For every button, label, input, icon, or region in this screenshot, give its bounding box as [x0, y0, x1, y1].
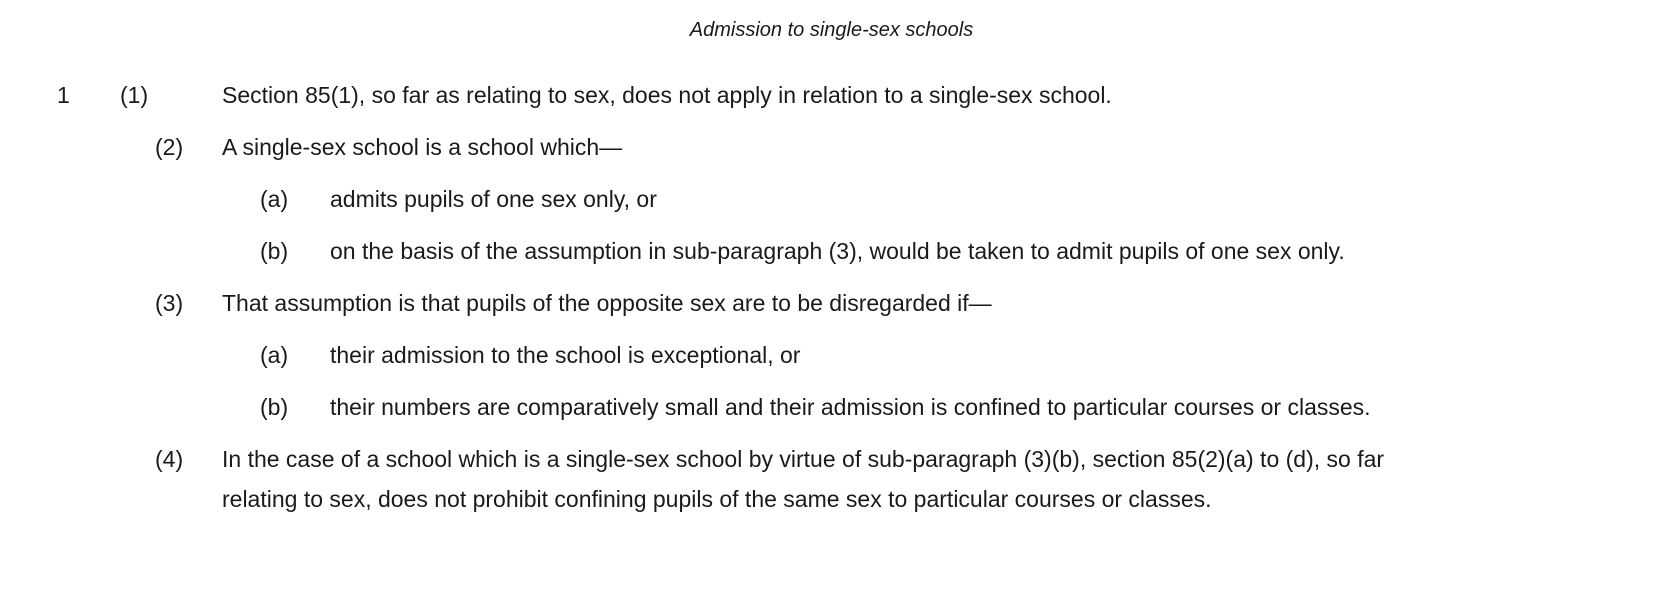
subparagraph-3-marker: (3) — [155, 290, 184, 316]
subparagraph-1 — [0, 75, 1663, 115]
subparagraph-3 — [0, 283, 1663, 323]
subparagraph-2 — [0, 127, 1663, 167]
subparagraph-2-text: A single-sex school is a school which— — [222, 134, 623, 160]
subparagraph-2-marker: (2) — [155, 134, 184, 160]
paragraph-1 — [0, 75, 1663, 519]
subparagraph-3a-text: their admission to the school is exceptional, or — [330, 342, 801, 368]
subparagraph-4-line-2: relating to sex, does not prohibit confining pupils of the same sex to particular courses or classes. — [222, 486, 1212, 512]
subparagraph-3b-marker: (b) — [260, 394, 289, 420]
subparagraph-1-text: Section 85(1), so far as relating to sex, does not apply in relation to a single-sex school. — [222, 82, 1112, 108]
subparagraph-3b — [0, 387, 1663, 427]
subparagraph-2a — [0, 179, 1663, 219]
section-heading: Admission to single-sex schools — [689, 19, 974, 41]
subparagraph-2b-marker: (b) — [260, 238, 289, 264]
subparagraph-4-text — [0, 439, 1663, 519]
paragraph-number: 1 — [57, 82, 70, 108]
subparagraph-1-marker: (1) — [120, 82, 149, 108]
subparagraph-4-marker: (4) — [155, 446, 184, 472]
subparagraph-2b-text: on the basis of the assumption in sub-paragraph (3), would be taken to admit pupils of one sex only. — [330, 238, 1345, 264]
subparagraph-4-line-1: In the case of a school which is a single-sex school by virtue of sub-paragraph (3)(b), section 85(2)(a) to (d), so far — [222, 446, 1385, 472]
subparagraph-2a-text: admits pupils of one sex only, or — [330, 186, 657, 212]
subparagraph-3-text: That assumption is that pupils of the opposite sex are to be disregarded if— — [222, 290, 992, 316]
subparagraph-3b-text: their numbers are comparatively small and their admission is confined to particular courses or classes. — [330, 394, 1371, 420]
subparagraph-4 — [0, 439, 1663, 519]
subparagraph-3a — [0, 335, 1663, 375]
subparagraph-2b — [0, 231, 1663, 271]
subparagraph-3a-marker: (a) — [260, 342, 289, 368]
subparagraph-2a-marker: (a) — [260, 186, 289, 212]
